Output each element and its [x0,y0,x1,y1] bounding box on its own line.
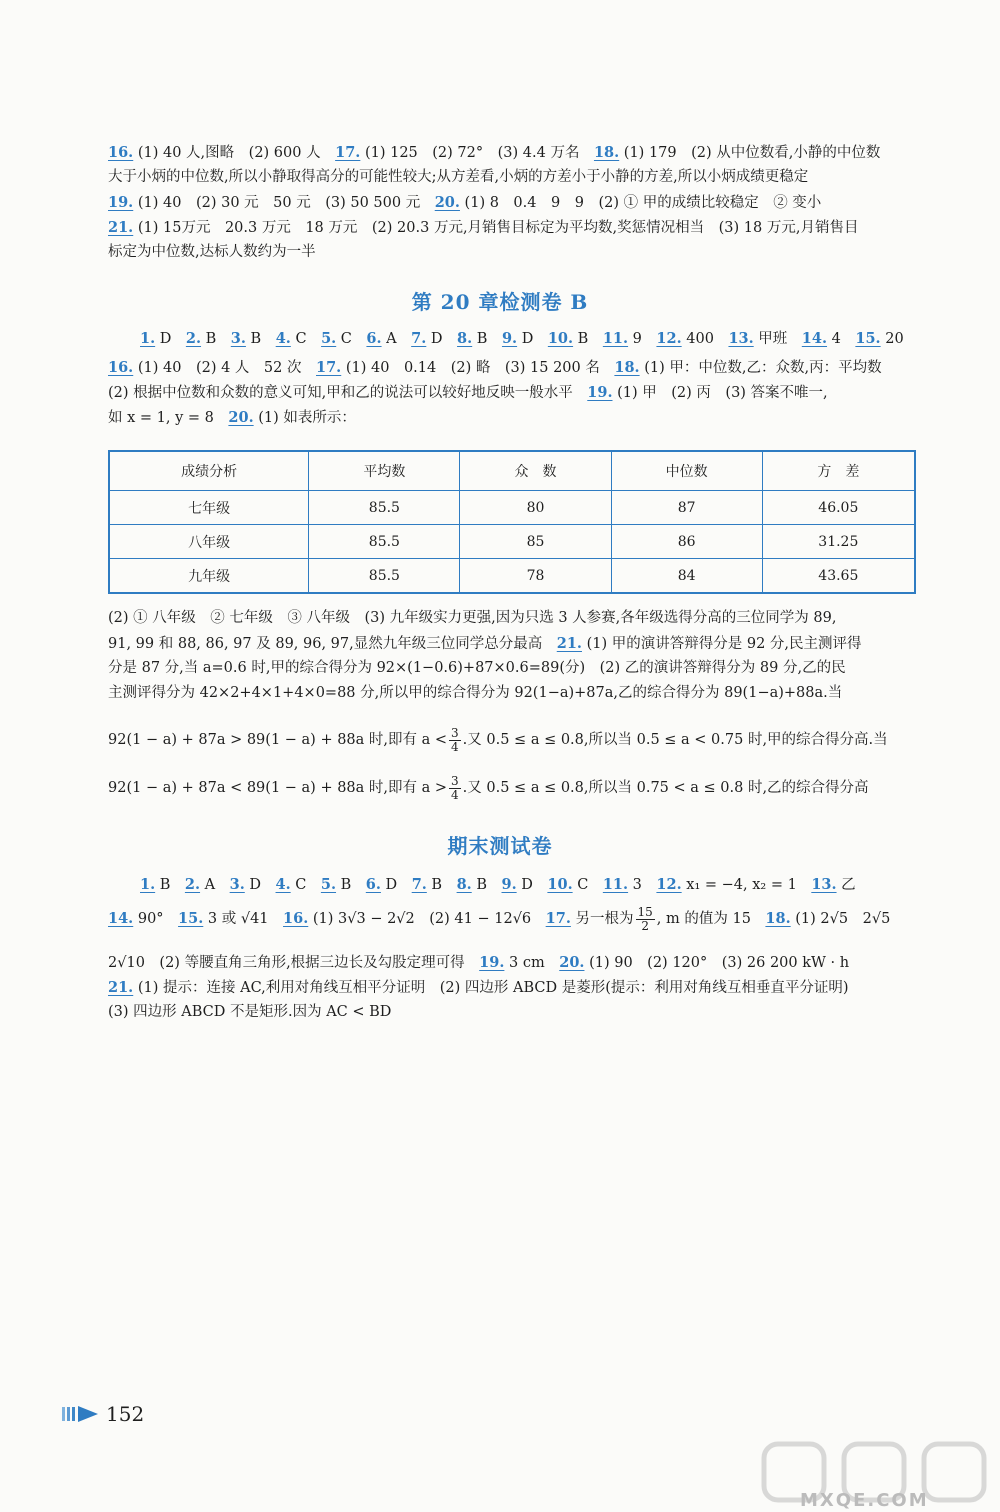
answer-text: (1) 90 (2) 120° (3) 26 200 kW · h [584,955,850,971]
question-number: 14. [108,910,134,927]
answer-text: (1) 3√3 − 2√2 (2) 41 − 12√6 [308,911,546,927]
question-number: 19. [479,954,505,971]
column-header: 方 差 [762,451,915,491]
answer-text: (1) 125 (2) 72° (3) 4.4 万名 [360,145,594,161]
column-header: 成绩分析 [109,451,309,491]
answer-text: B [573,331,603,347]
fraction [449,727,461,754]
question-number: 10. [547,330,574,347]
question-number: 15. [855,330,881,347]
answer-text: 91, 99 和 88, 86, 97 及 89, 96, 97,显然九年级三位同学总分最高 [108,636,557,652]
table-cell: 31.25 [762,525,915,559]
fraction-numerator: 15 [637,904,653,919]
page-number [62,1402,144,1426]
fraction [636,906,655,933]
column-header: 众 数 [460,451,611,491]
answer-text: B [426,877,457,893]
answer-text: (1) 甲 (2) 丙 (3) 答案不唯一, [612,385,828,401]
answer-text: 92(1 − a) + 87a < 89(1 − a) + 88a 时,即有 a > [108,780,448,796]
answer-text: A [381,331,412,347]
answer-text: 另一根为 [570,911,634,927]
answer-text: 3 cm [504,955,560,971]
answer-text: 2√10 (2) 等腰直角三角形,根据三边长及勾股定理可得 [108,955,480,971]
table-row [109,559,915,594]
text-line [108,190,923,215]
answer-text: B [155,877,185,893]
question-number: 19. [108,194,134,211]
answer-text: C [290,331,322,347]
answer-text: (1) 179 (2) 从中位数看,小静的中位数 [619,145,881,161]
answer-text: (1) 15万元 20.3 万元 18 万元 (2) 20.3 万元,月销售目标定为平均数,奖惩情况相当 (3) 18 万元,月销售目 [133,220,859,236]
answers-chapter20-b-cont [108,355,923,430]
answer-text: B [472,331,502,347]
answers-chapter20-a-tail [108,140,923,265]
question-number: 19. [587,384,613,401]
table-cell: 78 [460,559,611,594]
table-cell: 七年级 [109,491,309,525]
text-line: 主测评得分为 42×2+4×1+4×0=88 分,所以甲的综合得分为 92(1−a)+87a,乙的综合得分为 89(1−a)+88a.当 [108,685,843,701]
text-line [108,950,923,975]
table-header-row [109,451,915,491]
table-cell: 85.5 [309,559,460,594]
question-number: 5. [320,876,337,893]
answer-text: (1) 甲的演讲答辩得分是 92 分,民主测评得 [581,636,862,652]
table-cell: 85 [460,525,611,559]
question-number: 7. [411,330,427,347]
question-number: 11. [602,330,629,347]
answer-text: x₁ = −4, x₂ = 1 [681,877,812,893]
question-number: 6. [366,330,382,347]
answer-text: (1) 2√5 2√5 [790,911,891,927]
text-line: 分是 87 分,当 a=0.6 时,甲的综合得分为 92×(1−0.6)+87×0.6=89(分) (2) 乙的演讲答辩得分为 89 分,乙的民 [108,660,846,676]
answer-text: D [244,877,276,893]
question-number: 1. [140,876,156,893]
question-number: 2. [184,876,201,893]
inequality-line [108,772,923,804]
answers-chapter20-b-part2 [108,606,923,706]
page-number-text: 152 [106,1402,145,1426]
question-number: 20. [434,194,460,211]
fraction-denominator: 4 [451,787,459,802]
text-line [108,380,923,405]
answer-text: 3 或 √41 [203,911,284,927]
answer-text: 20 [880,331,904,347]
question-number: 17. [545,910,571,927]
answer-text: C [336,331,367,347]
text-line [108,355,923,380]
question-number: 21. [556,635,582,652]
text-line [108,405,923,430]
column-header: 平均数 [309,451,460,491]
fraction-numerator: 3 [451,725,459,740]
table-cell: 85.5 [309,491,460,525]
question-number: 5. [321,330,337,347]
answer-text: (1) 提示：连接 AC,利用对角线互相平分证明 (2) 四边形 ABCD 是菱形(提示：利用对角线互相垂直平分证明) [133,980,849,996]
answer-text: 如 x = 1, y = 8 [108,410,229,426]
table-cell: 80 [460,491,611,525]
answer-text: (1) 40 (2) 4 人 52 次 [133,360,316,376]
answer-text: (1) 40 人,图略 (2) 600 人 [133,145,336,161]
answer-text: B [201,331,231,347]
answer-text: 4 [827,331,856,347]
table-cell: 86 [611,525,762,559]
fraction-denominator: 4 [451,739,459,754]
question-number: 6. [365,876,381,893]
table-cell: 八年级 [109,525,309,559]
question-number: 3. [230,330,246,347]
column-header: 中位数 [611,451,762,491]
answers-final-exam [140,872,920,897]
fraction-denominator: 2 [641,918,649,933]
question-number: 9. [501,330,518,347]
question-number: 18. [593,144,620,161]
multiple-choice-line [140,326,920,351]
section-heading-final-exam: 期末测试卷 [447,834,553,858]
table-cell: 43.65 [762,559,915,594]
question-number: 12. [656,876,682,893]
question-number: 7. [411,876,427,893]
answer-text: D [426,331,458,347]
question-number: 4. [275,330,291,347]
answer-text: (1) 40 (2) 30 元 50 元 (3) 50 500 元 [133,195,435,211]
answer-text: 92(1 − a) + 87a > 89(1 − a) + 88a 时,即有 a < [108,732,448,748]
answer-text: 甲班 [753,331,802,347]
table-row [109,491,915,525]
question-number: 21. [108,219,134,236]
answer-text: 400 [681,331,729,347]
table-cell: 84 [611,559,762,594]
answer-text: .又 0.5 ≤ a ≤ 0.8,所以当 0.5 ≤ a < 0.75 时,甲的综合得分高.当 [462,732,888,748]
question-number: 3. [229,876,245,893]
table-cell: 87 [611,491,762,525]
text-line: 标定为中位数,达标人数约为一半 [108,244,316,260]
question-number: 20. [228,409,254,426]
answer-text: C [290,877,321,893]
grade-analysis-table [108,450,916,594]
answer-text: (1) 甲：中位数,乙：众数,丙：平均数 [639,360,882,376]
table-cell: 46.05 [762,491,915,525]
question-number: 13. [811,876,837,893]
question-number: 10. [547,876,573,893]
answer-text: .又 0.5 ≤ a ≤ 0.8,所以当 0.75 < a ≤ 0.8 时,乙的综合得分高 [462,780,869,796]
answer-text: (1) 40 0.14 (2) 略 (3) 15 200 名 [341,360,615,376]
text-line: 大于小炳的中位数,所以小静取得高分的可能性较大;从方差看,小炳的方差小于小静的方差,所以小炳成绩更稳定 [108,169,809,185]
answer-text: D [380,877,412,893]
table-cell: 九年级 [109,559,309,594]
answer-text: A [200,877,230,893]
answer-text: , m 的值为 15 [656,911,766,927]
question-number: 21. [108,979,134,996]
question-number: 20. [559,954,585,971]
answer-text: B [245,331,276,347]
section-heading-chapter20-b: 第 20 章检测卷 B [411,290,589,314]
text-line: (3) 四边形 ABCD 不是矩形.因为 AC < BD [108,1004,392,1020]
fraction-numerator: 3 [451,773,459,788]
answer-text: D [517,331,548,347]
question-number: 2. [185,330,202,347]
answer-text: (2) 根据中位数和众数的意义可知,甲和乙的说法可以较好地反映一般水平 [108,385,588,401]
question-number: 1. [140,330,156,347]
answer-text: 乙 [836,877,856,893]
text-line [108,975,923,1000]
text-line [108,631,923,656]
question-number: 4. [275,876,291,893]
question-number: 9. [501,876,517,893]
answer-text: D [516,877,548,893]
answer-text: C [572,877,603,893]
watermark-url: MXQE.COM [800,1490,929,1511]
answer-text: B [471,877,502,893]
question-number: 8. [456,876,472,893]
question-number: 13. [728,330,754,347]
question-number: 14. [801,330,828,347]
answers-final-exam-cont [108,950,923,1025]
answer-text: (1) 如表所示： [253,410,356,426]
question-number: 8. [457,330,473,347]
answers-chapter20-b [140,326,920,351]
fraction [449,775,461,802]
text-line [108,140,923,165]
answer-text: B [336,877,366,893]
question-number: 16. [283,910,309,927]
question-number: 16. [108,359,134,376]
answers-final-exam-line2 [108,902,923,936]
table-row [109,525,915,559]
forward-arrow-icon [62,1405,100,1423]
answer-text: 3 [628,877,657,893]
answer-text: 90° [133,911,179,927]
question-number: 15. [178,910,204,927]
question-number: 17. [335,144,361,161]
answer-text: (1) 8 0.4 9 9 (2) ① 甲的成绩比较稳定 ② 变小 [459,195,822,211]
multiple-choice-line [140,872,920,897]
inequality-line [108,724,923,756]
text-line [108,215,923,240]
answer-text: D [155,331,186,347]
question-number: 11. [602,876,629,893]
question-number: 16. [108,144,134,161]
question-number: 18. [614,359,640,376]
answer-text: 9 [628,331,657,347]
table-cell: 85.5 [309,525,460,559]
question-number: 17. [316,359,342,376]
question-number: 12. [656,330,682,347]
text-line: (2) ① 八年级 ② 七年级 ③ 八年级 (3) 九年级实力更强,因为只选 3 人参赛,各年级选得分高的三位同学为 89, [108,610,837,626]
question-number: 18. [765,910,791,927]
